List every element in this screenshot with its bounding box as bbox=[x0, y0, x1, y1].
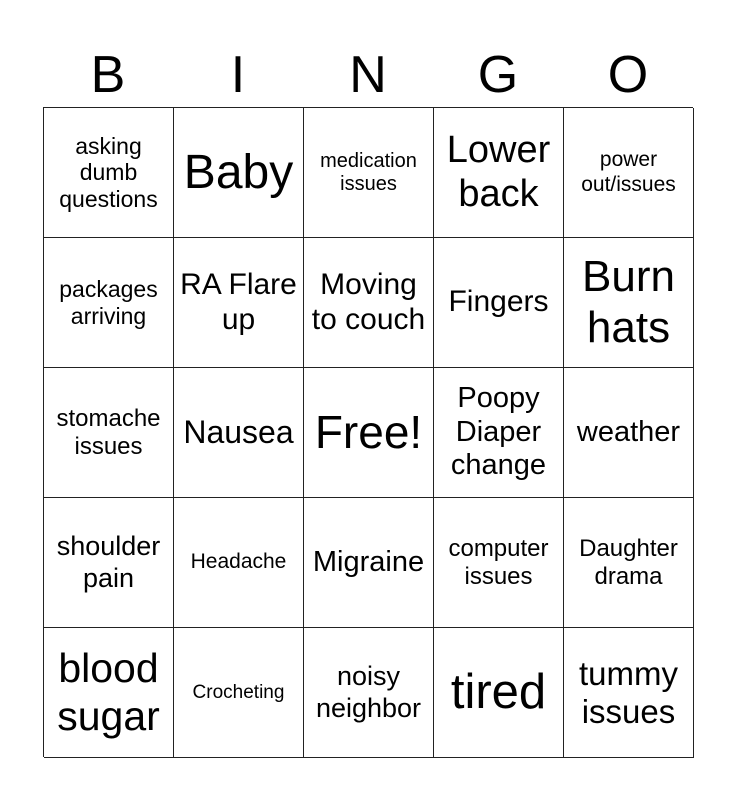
cell-label: power out/issues bbox=[581, 148, 676, 196]
bingo-cell[interactable] bbox=[304, 628, 434, 758]
cell-label: Free! bbox=[314, 406, 423, 459]
cell-label: packages arriving bbox=[59, 276, 158, 329]
cell-label: Burn hats bbox=[582, 251, 675, 352]
cell-label: asking dumb questions bbox=[59, 132, 158, 212]
bingo-cell[interactable] bbox=[564, 628, 694, 758]
bingo-cell[interactable] bbox=[44, 498, 174, 628]
cell-label: tummy issues bbox=[579, 654, 678, 730]
cell-label: Daughter drama bbox=[579, 534, 678, 590]
bingo-cell[interactable] bbox=[44, 108, 174, 238]
bingo-cell[interactable] bbox=[44, 368, 174, 498]
cell-label: Poopy Diaper change bbox=[450, 382, 547, 482]
bingo-cell[interactable] bbox=[44, 238, 174, 368]
cell-label: Headache bbox=[190, 550, 287, 574]
cell-label: Lower back bbox=[446, 128, 551, 215]
bingo-cell[interactable] bbox=[434, 498, 564, 628]
cell-label: RA Flare up bbox=[180, 268, 297, 336]
bingo-cell[interactable] bbox=[304, 498, 434, 628]
cell-label: noisy neighbor bbox=[315, 661, 422, 723]
cell-label: Migraine bbox=[312, 545, 425, 578]
bingo-cell[interactable] bbox=[434, 108, 564, 238]
bingo-header bbox=[43, 44, 693, 106]
cell-label: shoulder pain bbox=[56, 531, 161, 593]
bingo-cell[interactable] bbox=[174, 238, 304, 368]
bingo-cell[interactable] bbox=[304, 238, 434, 368]
bingo-board bbox=[43, 107, 693, 757]
bingo-cell[interactable] bbox=[44, 628, 174, 758]
bingo-cell[interactable] bbox=[434, 368, 564, 498]
cell-label: Crocheting bbox=[192, 681, 285, 703]
bingo-cell[interactable] bbox=[174, 368, 304, 498]
header-letter-o: O bbox=[607, 46, 649, 104]
bingo-cell[interactable] bbox=[174, 498, 304, 628]
cell-label: stomache issues bbox=[56, 404, 161, 460]
bingo-cell[interactable] bbox=[304, 108, 434, 238]
cell-label: computer issues bbox=[448, 534, 549, 590]
header-letter-g: G bbox=[477, 46, 519, 104]
cell-label: Baby bbox=[183, 145, 294, 199]
bingo-cell[interactable] bbox=[174, 628, 304, 758]
bingo-cell[interactable] bbox=[564, 108, 694, 238]
cell-label: medication issues bbox=[320, 149, 417, 195]
bingo-cell[interactable] bbox=[434, 238, 564, 368]
bingo-cell[interactable] bbox=[564, 498, 694, 628]
cell-label: Moving to couch bbox=[311, 268, 426, 336]
bingo-cell[interactable] bbox=[564, 238, 694, 368]
cell-label: weather bbox=[576, 415, 681, 448]
bingo-cell[interactable] bbox=[564, 368, 694, 498]
header-letter-b: B bbox=[90, 46, 126, 104]
header-letter-n: N bbox=[349, 46, 387, 104]
cell-label: Fingers bbox=[448, 285, 549, 319]
bingo-cell[interactable] bbox=[434, 628, 564, 758]
cell-label: Nausea bbox=[183, 414, 294, 451]
header-letter-i: I bbox=[230, 46, 246, 104]
bingo-cell[interactable] bbox=[174, 108, 304, 238]
cell-label: blood sugar bbox=[57, 645, 160, 739]
free-space-cell[interactable] bbox=[304, 368, 434, 498]
cell-label: tired bbox=[450, 665, 547, 720]
